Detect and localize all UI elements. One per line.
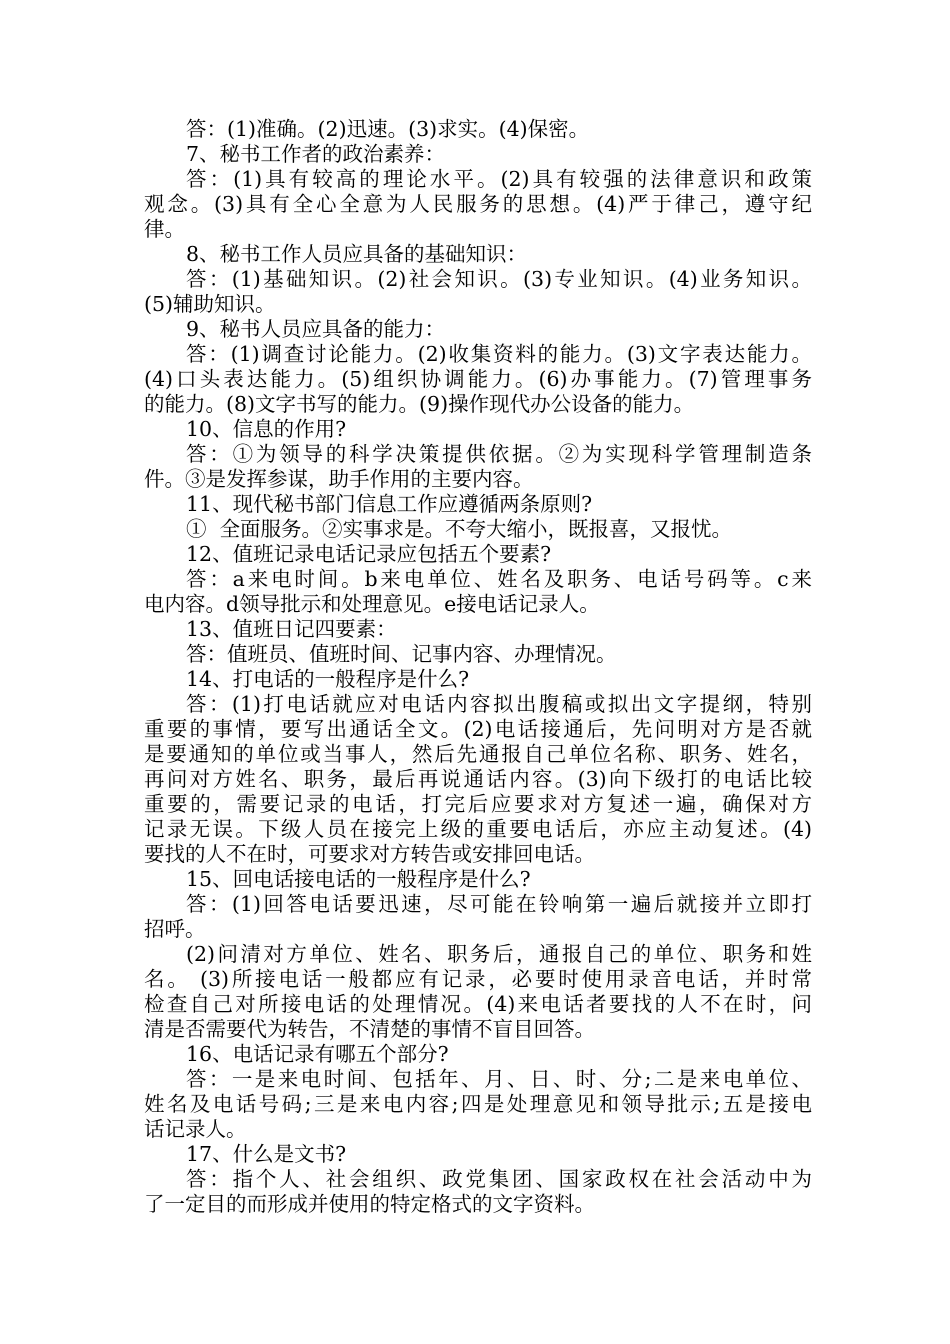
text-line: 姓名及电话号码;三是来电内容;四是处理意见和领导批示;五是接电 <box>144 1092 812 1116</box>
text-line: 9、秘书人员应具备的能力： <box>186 317 446 341</box>
document-page <box>144 117 812 1217</box>
text-line: 答：一是来电时间、包括年、月、日、时、分;二是来电单位、 <box>186 1067 812 1091</box>
text-line: 再问对方姓名、职务，最后再说通话内容。(3)向下级打的电话比较 <box>144 767 812 791</box>
text-line: (4)口头表达能力。(5)组织协调能力。(6)办事能力。(7)管理事务 <box>144 367 812 391</box>
text-line: 8、秘书工作人员应具备的基础知识： <box>186 242 528 266</box>
text-line: 是要通知的单位或当事人，然后先通报自己单位名称、职务、姓名， <box>144 742 812 766</box>
text-line: 答：值班员、值班时间、记事内容、办理情况。 <box>186 642 617 666</box>
text-line: 记录无误。下级人员在接完上级的重要电话后，亦应主动复述。(4) <box>144 817 812 841</box>
text-line: 律。 <box>144 217 185 241</box>
text-line: 重要的事情，要写出通话全文。(2)电话接通后，先问明对方是否就 <box>144 717 812 741</box>
text-line: 要找的人不在时，可要求对方转告或安排回电话。 <box>144 842 595 866</box>
text-line: 7、秘书工作者的政治素养： <box>186 142 446 166</box>
text-line: 11、现代秘书部门信息工作应遵循两条原则? <box>186 492 593 516</box>
text-line: 了一定目的而形成并使用的特定格式的文字资料。 <box>144 1192 595 1216</box>
text-line: 话记录人。 <box>144 1117 247 1141</box>
text-line: 答：(1)调查讨论能力。(2)收集资料的能力。(3)文字表达能力。 <box>186 342 812 366</box>
text-line: 清是否需要代为转告，不清楚的事情不盲目回答。 <box>144 1017 595 1041</box>
text-line: 名。 (3)所接电话一般都应有记录，必要时使用录音电话，并时常 <box>144 967 812 991</box>
text-line: 12、值班记录电话记录应包括五个要素? <box>186 542 552 566</box>
text-line: 招呼。 <box>144 917 206 941</box>
text-line: 15、回电话接电话的一般程序是什么? <box>186 867 531 891</box>
text-line: (5)辅助知识。 <box>144 292 276 316</box>
text-line: 10、信息的作用? <box>186 417 347 441</box>
text-line: 答：(1)具有较高的理论水平。(2)具有较强的法律意识和政策 <box>186 167 812 191</box>
text-line: 答：(1)准确。(2)迅速。(3)求实。(4)保密。 <box>186 117 590 141</box>
text-line: 17、什么是文书? <box>186 1142 347 1166</box>
text-line: 13、值班日记四要素： <box>186 617 397 641</box>
text-line: 件。③是发挥参谋，助手作用的主要内容。 <box>144 467 534 491</box>
text-line: 答：a来电时间。b来电单位、姓名及职务、电话号码等。c来 <box>186 567 812 591</box>
text-line: (2)问清对方单位、姓名、职务后，通报自己的单位、职务和姓 <box>186 942 812 966</box>
text-line: 答：①为领导的科学决策提供依据。②为实现科学管理制造条 <box>186 442 812 466</box>
text-line: 观念。(3)具有全心全意为人民服务的思想。(4)严于律己，遵守纪 <box>144 192 812 216</box>
text-line: 16、电话记录有哪五个部分? <box>186 1042 449 1066</box>
text-line: 14、打电话的一般程序是什么? <box>186 667 470 691</box>
text-line: 重要的，需要记录的电话，打完后应要求对方复述一遍，确保对方 <box>144 792 812 816</box>
text-line: 答：(1)打电话就应对电话内容拟出腹稿或拟出文字提纲，特别 <box>186 692 812 716</box>
text-line: 答：(1)回答电话要迅速，尽可能在铃响第一遍后就接并立即打 <box>186 892 812 916</box>
text-line: 电内容。d领导批示和处理意见。e接电话记录人。 <box>144 592 600 616</box>
text-line: 的能力。(8)文字书写的能力。(9)操作现代办公设备的能力。 <box>144 392 695 416</box>
text-line: 答：(1)基础知识。(2)社会知识。(3)专业知识。(4)业务知识。 <box>186 267 812 291</box>
text-line: 答：指个人、社会组织、政党集团、国家政权在社会活动中为 <box>186 1167 812 1191</box>
text-line: ① 全面服务。②实事求是。不夸大缩小，既报喜，又报忧。 <box>186 517 733 541</box>
text-line: 检查自己对所接电话的处理情况。(4)来电话者要找的人不在时，问 <box>144 992 812 1016</box>
